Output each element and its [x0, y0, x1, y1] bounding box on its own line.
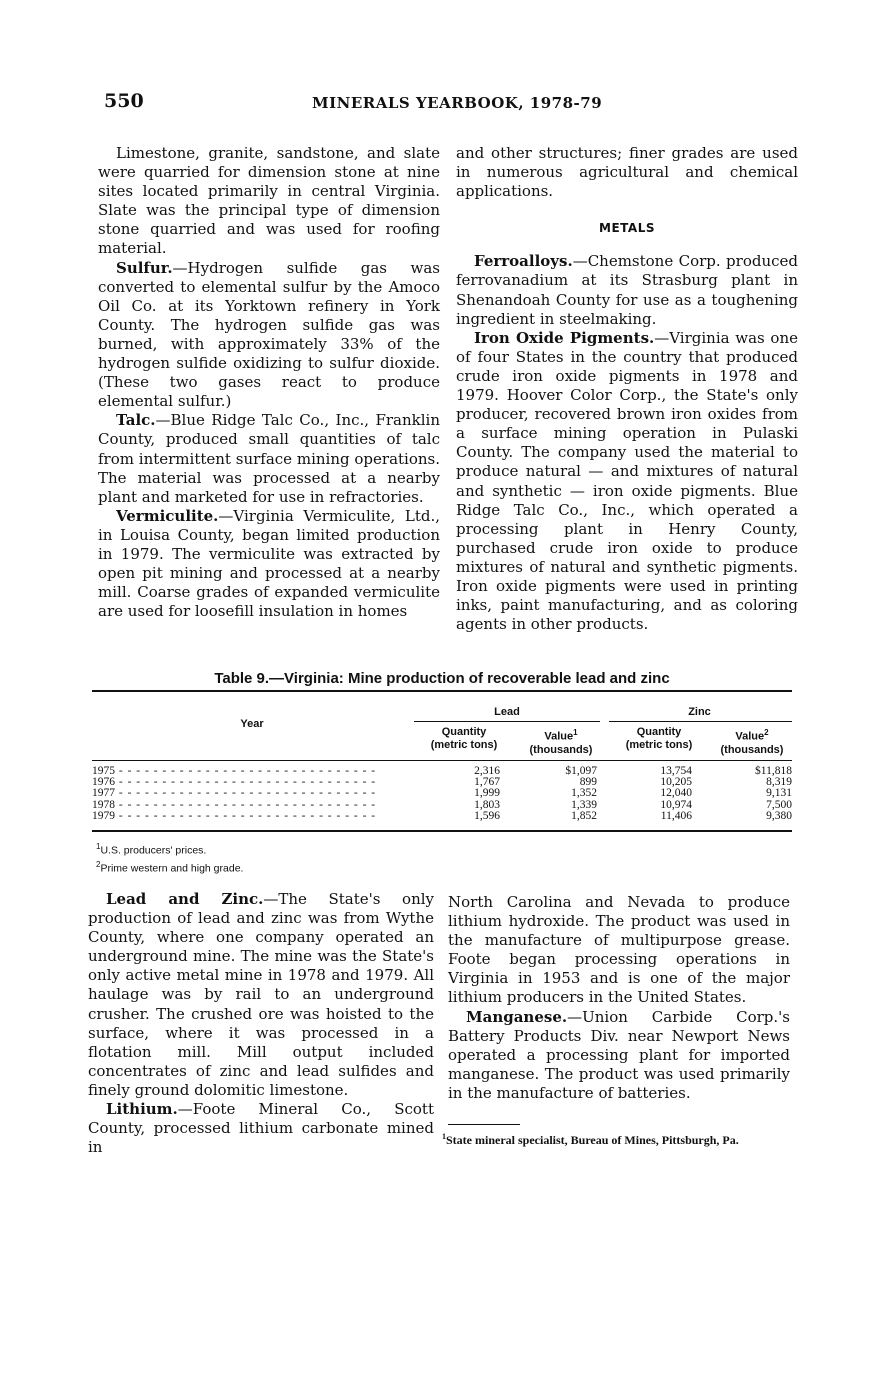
- cell-year: 1979 - - - - - - - - - - - - - - - - - - - - - - - - - - - - - -: [92, 810, 377, 822]
- header-zinc-value: [709, 726, 795, 757]
- footnote-mark-1: 1: [573, 728, 578, 737]
- text-iron-oxide: —Virginia was one of four States in the country that produced crude iron oxide pigments in 1978 and 1979. Hoover Color Corp., the State's only producer, recovered brown iron oxides from a surface mining operation in Pulaski County. The company used the material to produce natural — and mixtures of natural and synthetic — iron oxide pigments. Blue Ridge Talc Co., Inc., which operated a processing plant in Henry County, purchased crude iron oxide to produce mixtures of natural and synthetic pigments. Iron oxide pigments were used in printing inks, paint manufacturing, and as coloring agents in other products.: [456, 328, 798, 634]
- text-talc: —Blue Ridge Talc Co., Inc., Franklin County, produced small quantities of talc from intermittent surface mining operations. The material was processed at a nearby plant and marketed for use in refractories.: [98, 411, 440, 506]
- zinc-group-rule: [609, 721, 792, 722]
- cell-zinc-quantity: 12,040: [660, 787, 692, 800]
- page-footnote: $^1$State mineral specialist, Bureau of Mines, Pittsburgh, Pa.: [442, 1132, 739, 1147]
- cell-lead-value: 1,339: [571, 798, 597, 811]
- header-lead-quantity: [414, 726, 514, 752]
- paragraph-vermiculite-cont: and other structures; finer grades are used in numerous agricultural and chemical applications.: [456, 144, 798, 201]
- paragraph-sulfur: [98, 259, 440, 412]
- cell-zinc-value: 9,131: [766, 787, 792, 800]
- column-top-right: [456, 144, 798, 634]
- table-title: Table 9.—Virginia: Mine production of recoverable lead and zinc: [214, 670, 670, 687]
- header-zinc-quantity-line1: Quantity: [636, 726, 682, 738]
- paragraph-manganese: [448, 1008, 790, 1103]
- cell-lead-value: 1,352: [571, 787, 597, 800]
- header-lead-value-line1: Value$^1$: [544, 728, 578, 743]
- heading-vermiculite: Vermiculite.: [116, 506, 219, 525]
- paragraph-ferroalloys: [456, 252, 798, 328]
- cell-lead-value: $1,097: [565, 765, 597, 777]
- heading-ferroalloys: Ferroalloys.: [474, 252, 573, 271]
- column-top-left: [98, 144, 440, 621]
- header-zinc: Zinc: [688, 706, 711, 718]
- heading-manganese: Manganese.: [466, 1007, 568, 1026]
- cell-lead-quantity: 1,803: [474, 798, 500, 811]
- table-row-1979: [92, 811, 792, 822]
- header-lead-value: [517, 726, 605, 757]
- cell-zinc-value: 9,380: [766, 809, 792, 822]
- page-number: 550: [104, 90, 144, 112]
- text-manganese: —Union Carbide Corp.'s Battery Products Div. near Newport News operated a processing plant for imported manganese. The product was used primarily in the manufacture of batteries.: [448, 1007, 790, 1102]
- cell-zinc-value: 7,500: [766, 798, 792, 811]
- column-bottom-right: [448, 893, 790, 1103]
- cell-lead-quantity: 2,316: [474, 765, 500, 777]
- section-heading-metals: METALS: [599, 221, 655, 236]
- table-footnote-2: $^2$Prime western and high grade.: [96, 859, 244, 874]
- cell-zinc-value: 8,319: [766, 776, 792, 789]
- running-head: MINERALS YEARBOOK, 1978-79: [312, 94, 603, 112]
- paragraph-dimension-stone: Limestone, granite, sandstone, and slate were quarried for dimension stone at nine sites located primarily in central Virginia. Slate was the principal type of dimension stone quarried and was used for roofing material.: [98, 144, 440, 258]
- table-header: [92, 692, 792, 760]
- cell-zinc-quantity: 13,754: [660, 765, 692, 777]
- cell-zinc-quantity: 10,974: [660, 798, 692, 811]
- paragraph-lithium-cont: North Carolina and Nevada to produce lithium hydroxide. The product was used in the manufacture of multipurpose grease. Foote began processing operations in Virginia in 1953 and is one of the major lithium producers in the United States.: [448, 893, 790, 1007]
- text-lithium: —Foote Mineral Co., Scott County, processed lithium carbonate mined in: [88, 1100, 434, 1157]
- cell-lead-quantity: 1,596: [474, 809, 500, 822]
- header-zinc-quantity-line2: (metric tons): [625, 739, 693, 751]
- table-footnotes: [96, 840, 243, 875]
- cell-year: 1975 - - - - - - - - - - - - - - - - - - - - - - - - - - - - - -: [92, 766, 377, 777]
- paragraph-lithium: [88, 1100, 434, 1157]
- heading-sulfur: Sulfur.: [116, 258, 173, 277]
- lead-group-rule: [414, 721, 600, 722]
- header-zinc-value-line1: Value$^2$: [735, 728, 769, 743]
- header-zinc-quantity: [609, 726, 709, 752]
- cell-lead-value: 899: [579, 776, 597, 789]
- cell-zinc-quantity: 11,406: [660, 809, 692, 822]
- paragraph-talc: [98, 411, 440, 506]
- cell-lead-quantity: 1,999: [474, 787, 500, 800]
- paragraph-vermiculite: [98, 507, 440, 622]
- table-bottom-rule: [92, 830, 792, 832]
- cell-year: 1977 - - - - - - - - - - - - - - - - - - - - - - - - - - - - - -: [92, 788, 377, 800]
- cell-year: 1978 - - - - - - - - - - - - - - - - - - - - - - - - - - - - - -: [92, 799, 377, 811]
- cell-zinc-quantity: 10,205: [660, 776, 692, 789]
- text-vermiculite: —Virginia Vermiculite, Ltd., in Louisa County, began limited production in 1979. The vermiculite was extracted by open pit mining and processed at a nearby mill. Coarse grades of expanded vermiculite are used for loosefill insulation in homes: [98, 506, 440, 621]
- table-row-1977: [92, 788, 792, 799]
- cell-lead-quantity: 1,767: [474, 776, 500, 789]
- paragraph-lead-zinc: [88, 890, 434, 1100]
- table-body: [92, 761, 792, 822]
- cell-lead-value: 1,852: [571, 809, 597, 822]
- header-lead-quantity-line1: Quantity: [441, 726, 487, 738]
- heading-iron-oxide: Iron Oxide Pigments.: [474, 328, 655, 347]
- header-lead-value-line2: (thousands): [529, 743, 593, 756]
- table-footnote-1: $^1$U.S. producers' prices.: [96, 842, 207, 857]
- cell-zinc-value: $11,818: [755, 765, 792, 777]
- heading-lithium: Lithium.: [106, 1100, 178, 1119]
- lead-zinc-table: [92, 690, 792, 832]
- cell-year: 1976 - - - - - - - - - - - - - - - - - - - - - - - - - - - - - -: [92, 777, 377, 789]
- text-sulfur: —Hydrogen sulfide gas was converted to elemental sulfur by the Amoco Oil Co. at its Yorktown refinery in York County. The hydrogen sulfide gas was burned, with approximately 33% of the hydrogen sulfide oxidizing to sulfur dioxide. (These two gases react to produce elemental sulfur.): [98, 258, 440, 411]
- text-ferroalloys: —Chemstone Corp. produced ferrovanadium at its Strasburg plant in Shenandoah County for use as a toughening ingredient in steelmaking.: [456, 252, 798, 328]
- footnote-mark-2: 2: [764, 728, 769, 737]
- header-year: Year: [240, 718, 264, 730]
- header-lead-quantity-line2: (metric tons): [430, 739, 498, 751]
- header-zinc-value-line2: (thousands): [720, 743, 784, 756]
- heading-talc: Talc.: [116, 411, 156, 430]
- footnote-rule: [448, 1124, 520, 1125]
- paragraph-iron-oxide: [456, 329, 798, 635]
- heading-lead-zinc: Lead and Zinc.: [106, 890, 264, 908]
- text-lead-zinc: —The State's only production of lead and zinc was from Wythe County, where one company operated an underground mine. The mine was the State's only active metal mine in 1978 and 1979. All haulage was by rail to an underground crusher. The crushed ore was hoisted to the surface, where it was processed in a flotation mill. Mill output included concentrates of zinc and lead sulfides and finely ground dolomitic limestone.: [88, 890, 434, 1099]
- header-lead: Lead: [494, 706, 520, 718]
- column-bottom-left: [88, 890, 434, 1157]
